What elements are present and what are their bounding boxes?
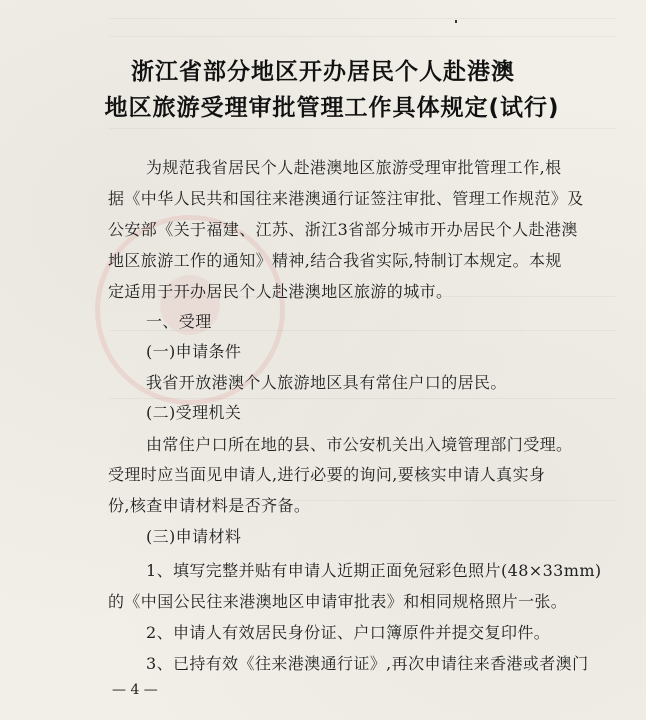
page-number: — 4 — [112, 682, 158, 698]
bleed-through-line [110, 36, 616, 37]
bleed-through-line [110, 18, 616, 19]
document-title-line-2: 地区旅游受理审批管理工作具体规定(试行) [104, 95, 560, 121]
section-1-heading: 一、受理 [146, 312, 212, 331]
subsection-1-heading: (一)申请条件 [146, 342, 242, 361]
subsection-2-line-3: 份,核查申请材料是否齐备。 [108, 496, 311, 515]
intro-line-2: 据《中华人民共和国往来港澳通行证签注审批、管理工作规范》及 [108, 189, 584, 208]
intro-line-1: 为规范我省居民个人赴港澳地区旅游受理审批管理工作,根 [146, 158, 562, 177]
document-title-line-1: 浙江省部分地区开办居民个人赴港澳 [131, 59, 515, 85]
subsection-2-line-2: 受理时应当面见申请人,进行必要的询问,要核实申请人真实身 [108, 465, 546, 484]
bleed-through-line [110, 128, 616, 129]
subsection-2-line-1: 由常住户口所在地的县、市公安机关出入境管理部门受理。 [146, 435, 573, 454]
intro-line-3: 公安部《关于福建、江苏、浙江3省部分城市开办居民个人赴港澳 [108, 220, 578, 239]
material-item-2: 2、申请人有效居民身份证、户口簿原件并提交复印件。 [146, 623, 551, 642]
material-item-1-line-2: 的《中国公民往来港澳地区申请审批表》和相同规格照片一张。 [108, 592, 568, 611]
subsection-2-heading: (二)受理机关 [146, 403, 242, 422]
material-item-3-line-1: 3、已持有效《往来港澳通行证》,再次申请往来香港或者澳门 [146, 654, 589, 673]
intro-line-5: 定适用于开办居民个人赴港澳地区旅游的城市。 [108, 282, 453, 301]
material-item-1-line-1: 1、填写完整并贴有申请人近期正面免冠彩色照片(48×33mm) [146, 561, 602, 580]
subsection-3-heading: (三)申请材料 [146, 527, 242, 546]
speck-mark [455, 20, 457, 23]
intro-line-4: 地区旅游工作的通知》精神,结合我省实际,特制订本规定。本规 [108, 251, 562, 270]
subsection-1-text: 我省开放港澳个人旅游地区具有常住户口的居民。 [146, 373, 507, 392]
